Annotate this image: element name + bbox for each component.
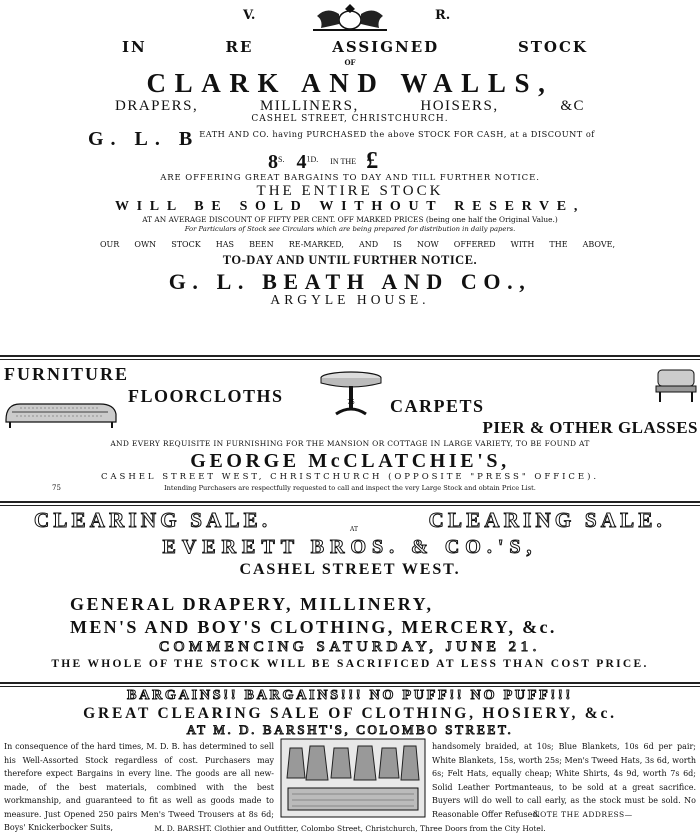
word: BEEN — [249, 240, 274, 249]
word: IN — [122, 38, 147, 56]
intending-line: Intending Purchasers are respectfully requested to call and inspect the very Large Stock and obtain Price List. — [164, 484, 536, 492]
discount-s-sup: S. — [278, 154, 285, 164]
word: WITH — [510, 240, 535, 249]
own-stock-line — [100, 240, 615, 249]
barsht-footer: M. D. BARSHT. Clothier and Outfitter, Colombo Street, Christchurch, Three Doors from the City Hotel. — [154, 824, 546, 833]
discount-pence: 4 — [296, 151, 307, 173]
pound-sign: £ — [366, 148, 379, 174]
entire-stock: THE ENTIRE STOCK — [256, 183, 444, 199]
gl-text: EATH AND CO. having PURCHASED the above STOCK FOR CASH, at a DISCOUNT of — [199, 129, 595, 139]
mcclatchie-street: CASHEL STREET WEST, CHRISTCHURCH (OPPOSITE "PRESS" OFFICE). — [100, 472, 600, 482]
gl-prefix: G. L. B — [88, 128, 200, 150]
svg-text:75: 75 — [347, 399, 355, 406]
word: ABOVE, — [582, 240, 615, 249]
word: RE-MARKED, — [288, 240, 344, 249]
word: AND — [358, 240, 379, 249]
royal-crest-icon — [305, 0, 395, 34]
beath-name: G. L. BEATH AND CO., — [168, 269, 532, 294]
discount-d-sup: D. — [310, 154, 319, 164]
ad-everett-bros — [0, 506, 700, 681]
word: OWN — [134, 240, 157, 249]
whole-stock: THE WHOLE OF THE STOCK WILL BE SACRIFICED AT LESS THAN COST PRICE. — [51, 658, 649, 670]
note-address: NOTE THE ADDRESS— — [533, 810, 633, 819]
word: OUR — [100, 240, 120, 249]
sofa-icon — [2, 394, 122, 430]
table-icon — [316, 368, 386, 420]
title-assigned-stock — [122, 38, 588, 56]
trade-hoisers: HOISERS, — [420, 98, 499, 114]
word: THE — [549, 240, 568, 249]
average-discount: AT AN AVERAGE DISCOUNT OF FIFTY PER CENT. OFF MARKED PRICES (being one half the Original Value.) — [142, 215, 558, 224]
in-the: IN THE — [330, 157, 357, 166]
trades-row — [115, 98, 585, 115]
word: RE — [225, 38, 254, 56]
great-clearing: GREAT CLEARING SALE OF CLOTHING, HOSIERY, &c. — [83, 705, 617, 722]
right-column-text: handsomely braided, at 10s; Blue Blankets, 10s 6d per pair; White Blankets, 15s, worth 25s; Men's Tweed Hats, 3s 6d, worth 6s; Felt Hats, equally cheap; White Shirts, 4s 9d, worth 7s 6d; Solid Leather Portmanteaus, to be sold at a great sacrifice. Buyers will do well to call early, as the stock must be sold. No Reasonable Offer Refused. — [432, 742, 696, 819]
ad-barsht — [0, 686, 700, 837]
word: OFFERED — [453, 240, 496, 249]
rule-divider — [0, 355, 700, 360]
word: STOCK — [171, 240, 201, 249]
general-drapery: GENERAL DRAPERY, MILLINERY, — [70, 594, 434, 614]
cashel-street-west: CASHEL STREET WEST. — [239, 561, 461, 578]
mens-clothing: MEN'S AND BOY'S CLOTHING, MERCERY, &c. — [70, 617, 557, 637]
discount-shillings: 8 — [268, 151, 278, 173]
of-text: OF — [344, 58, 356, 67]
word: IS — [393, 240, 402, 249]
trade-drapers: DRAPERS, — [115, 98, 199, 114]
discount-d-frac: 1 — [306, 154, 311, 164]
at-barsht: AT M. D. BARSHT'S, COLOMBO STREET. — [186, 722, 514, 737]
chair-icon — [654, 366, 698, 404]
word: NOW — [416, 240, 439, 249]
offering-line: ARE OFFERING GREAT BARGAINS TO DAY AND TILL FURTHER NOTICE. — [160, 173, 540, 183]
header-left: V. — [243, 8, 256, 23]
discount-line — [268, 148, 378, 175]
sold-without-reserve: WILL BE SOLD WITHOUT RESERVE, — [114, 199, 586, 214]
ad-clark-and-walls — [0, 0, 700, 350]
today-line: TO-DAY AND UNTIL FURTHER NOTICE. — [222, 253, 478, 267]
bargains-line: BARGAINS!! BARGAINS!!! NO PUFF!! NO PUFF!!! — [127, 688, 573, 703]
particulars: For Particulars of Stock see Circulars which are being prepared for distribution in daily papers. — [184, 225, 516, 233]
clearing-sale-right: CLEARING SALE. — [428, 508, 666, 532]
furniture-heading: FURNITURE — [4, 364, 130, 384]
header-right: R. — [435, 8, 451, 23]
left-column-text: In consequence of the hard times, M. D. B. has determined to sell his Well-Assorted Stock regardless of cost. Purchasers may therefore expect Bargains in every line. The goods are all new-made, of the best materials, combined with the best workmanship, and guaranteed to fit as well as goods made to measure. Just Opened 250 pairs Men's Tweed Trousers at 8s 6d; Boys' Knickerbocker Suits, — [4, 742, 274, 832]
clearing-sale-left: CLEARING SALE. — [34, 508, 272, 532]
ad-mcclatchie — [0, 362, 700, 502]
everett-name: EVERETT BROS. & CO.'S, — [162, 536, 538, 558]
commencing: COMMENCING SATURDAY, JUNE 21. — [159, 639, 541, 655]
word: HAS — [215, 240, 235, 249]
pier-glasses: PIER & OTHER GLASSES — [482, 418, 698, 437]
mcclatchie-name: GEORGE McCLATCHIE'S, — [190, 450, 510, 472]
address-line: CASHEL STREET, CHRISTCHURCH. — [251, 114, 449, 124]
trade-etc: &C — [560, 98, 585, 114]
trade-milliners: MILLINERS, — [259, 98, 359, 114]
argyle-house: ARGYLE HOUSE. — [270, 292, 430, 307]
at-text: AT — [350, 526, 359, 533]
word: ASSIGNED — [332, 38, 440, 56]
requisite-line: AND EVERY REQUISITE IN FURNISHING FOR THE MANSION OR COTTAGE IN LARGE VARIETY, TO BE FOUND AT — [110, 439, 590, 448]
clothing-illustration-icon — [280, 738, 426, 818]
word: STOCK — [517, 38, 588, 56]
floorcloths-heading: FLOORCLOTHS — [128, 386, 284, 406]
carpets-heading: CARPETS — [390, 396, 485, 416]
ad-number: 75 — [52, 484, 61, 492]
firm-name: CLARK AND WALLS, — [146, 68, 554, 98]
